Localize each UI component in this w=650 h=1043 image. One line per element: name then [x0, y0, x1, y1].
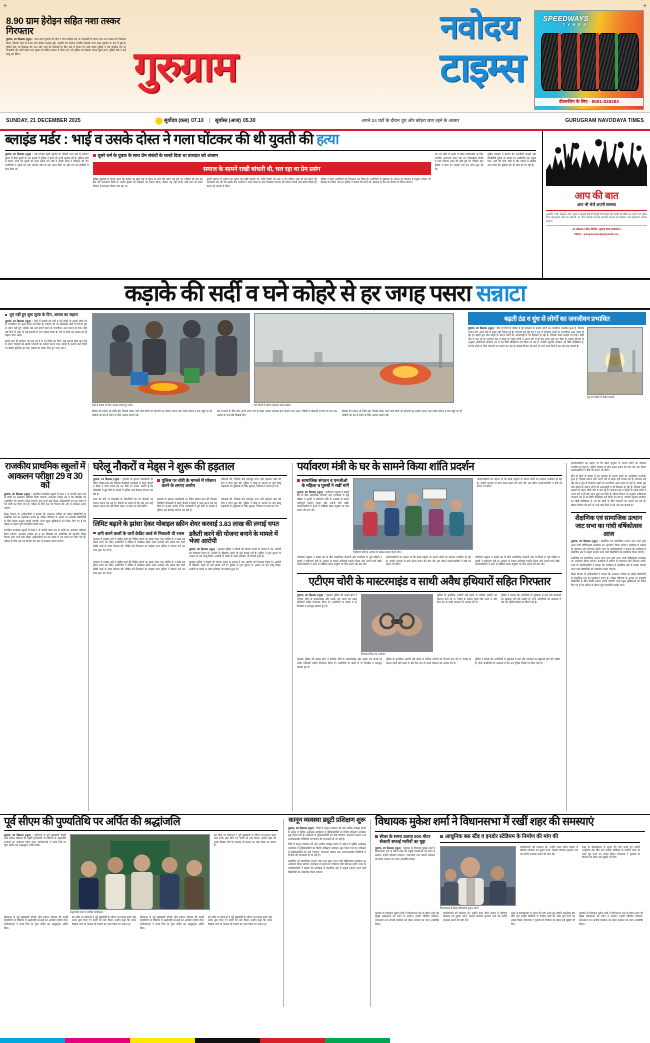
photo-people-at-fire — [92, 313, 250, 403]
sunset-time: 05.30 — [242, 118, 256, 124]
protest-and-atm-stories — [297, 462, 562, 669]
foggy-road-illustration — [255, 314, 453, 402]
column-divider — [370, 819, 371, 1007]
logo-gurugram: गुरुग्राम — [134, 43, 237, 90]
sun-icon — [156, 118, 162, 124]
school-story-body-2: शिक्षा विभाग के अधिकारियों ने बताया कि आकलन परीक्षा का उद्देश्य विद्यार्थियों के शैक्षणिक स्तर का मूल्यांकन करना है। परीक्षा परिणाम के आधार पर कमजोर विद्यार्थियों के लिए विशेष कक्षाएं लगाई जाएंगी। सभी स्कूल मुखियाओं को निर्देश दिए गए हैं कि परीक्षा के दौरान पूरी पारदर्शिता बरती जाए। — [4, 512, 86, 527]
mla-col-3: शहर के इंफ्रास्ट्रक्चर में सुधार की मांग करते हुए उन्होंने आधुनिक बस स्टैंड तथा इनडोर स्टेडियम के निर्माण कार्य को जल्द पूरा करने का आग्रह किया। विधायक ने गुरुग्राम के विकास को लेकर कई सुझाव भी दिए। — [582, 845, 640, 860]
weather-right-banner: बढ़ती ठंड व धुंध से लोगों का जनजीवन प्रभावित — [468, 312, 646, 325]
fraud-extra-col-1: गुरुग्राम में साइबर ठगों ने क्रेडिट कार्ड की लिमिट बढ़ाने का झांसा देकर एक व्यक्ति से 3 लाख 83 हजार रुपये ठग लिए। आरोपियों ने पीड़ित से मोबाइल स्क्रीन शेयर करवाई और उसके बाद चारों क्रेडिट कार्ड से रकम निकाल ली। पीड़ित की शिकायत पर साइबर थाना पुलिस ने मामला दर्ज कर जांच शुरू कर दी है। — [93, 560, 185, 575]
weather-left-body-2: इसके साथ ही तापमान का पारा भी 9 से 10 डिग्री तक गिरा। जब दृश्यता बेहद कम होने से वाहन चालकों को खासी परेशानी का सामना करना पड़ा। कोहरे के कारण कई जगहों पर देखना मुश्किल हो गया। सड़कों पर वाहन रेंगते हुए नजर आए। — [5, 339, 87, 351]
lead-story-section — [0, 129, 650, 279]
bullet-square-icon — [157, 479, 160, 482]
color-bar-magenta — [65, 1038, 130, 1043]
tribute-col-6: इस मौके पर वक्ताओं ने पूर्व मुख्यमंत्री के जीवन पर प्रकाश डाला और उनके द्वारा किए गए कार्यों को याद किया। उन्होंने कहा कि उनके दिखाए मार्ग पर चलकर ही समाज का भला किया जा सकता है। — [208, 915, 273, 926]
masthead-story-headline: 8.90 ग्राम हेरोइन सहित नशा तस्कर गिरफ्तार — [6, 15, 120, 37]
jat-sabha-headline: शैक्षणिक एवं सामाजिक उत्थान जाट सभा का गांधी वर्षिकोत्सव आज — [575, 515, 642, 538]
weather-photo-caption-left: सर्दी से बचाव के लिए अलाव तापते हुए लोग। — [92, 404, 134, 407]
fog-vehicle-illustration — [588, 328, 642, 394]
fraud-story-body: गुरुग्राम में साइबर ठगों ने क्रेडिट कार्ड की लिमिट बढ़ाने का झांसा देकर एक व्यक्ति से 3 लाख 83 हजार रुपये ठग लिए। आरोपियों ने पीड़ित से मोबाइल स्क्रीन शेयर करवाई और उसके बाद चारों क्रेडिट कार्ड से रकम निकाल ली। पीड़ित की शिकायत पर साइबर थाना पुलिस ने मामला दर्ज कर जांच शुरू कर दी है। — [93, 537, 185, 552]
jat-sabha-story — [571, 512, 646, 587]
crowd-silhouette-image — [546, 133, 647, 186]
tyre-ad-phone: डीलरशिप के लिए - 8581-838383 — [535, 98, 643, 106]
dateline-bar — [0, 112, 650, 129]
bullet-square-icon — [5, 314, 7, 316]
lead-col-6: पुलिस प्रवक्ता ने बताया कि तकनीकी साक्ष्यों और सीसीटीवी फुटेज के आधार पर आरोपियों तक पहुंचा गया। आगे की जांच जारी है और मामले में शामिल अन्य लोगों की भूमिका की भी जांच की जा रही है। — [487, 153, 536, 168]
handcuffs-illustration — [362, 595, 432, 651]
protest-col-1: गुड़गांव, 20 दिसम्बर (न्यूज) : पर्यावरण प्रदूषण व बढ़ती ठंड के बीच सामाजिक संगठनों और एनजीओ से जुड़े महिला व पुरुषों ने पर्यावरण मंत्री के आवास के सामने शांतिपूर्ण प्रदर्शन किया और अपनी मांगें रखीं। प्रदर्शनकारियों ने हाथों में तख्तियां लेकर प्रदूषण पर रोक लगाने की मांग की। — [297, 490, 349, 512]
tribute-col-2: इस मौके पर वक्ताओं ने पूर्व मुख्यमंत्री के जीवन पर प्रकाश डाला और उनके द्वारा किए गए कार्यों को याद किया। उन्होंने कहा कि उनके दिखाए मार्ग पर चलकर ही समाज का भला किया जा सकता है। — [214, 833, 276, 848]
training-story-body-2: जिले में कानून व्यवस्था को और अधिक मजबूत बनाने के उद्देश्य से पुलिस अधीक्षक कार्यालय में पुलिसकर्मियों का विशेष प्रशिक्षण कार्यक्रम शुरू किया गया है। प्रशिक्षण में पुलिसकर्मियों को भीड़ नियंत्रण, यातायात प्रबंधन तथा आपातकालीन स्थितियों से निपटने की जानकारी दी जा रही है। — [288, 843, 366, 858]
weather-photo-caption-right: घने कोहरे में लाइट जलाकर चलते वाहन। — [254, 404, 292, 407]
strike-story — [93, 462, 287, 575]
bottom-section — [0, 815, 650, 1011]
mega-headline-banner — [0, 279, 650, 310]
color-bar-black — [195, 1038, 260, 1043]
training-story-body: गुड़गांव, 20 दिसम्बर (न्यूज) : जिले में कानून व्यवस्था को और अधिक मजबूत बनाने के उद्देश्य से पुलिस अधीक्षक कार्यालय में पुलिसकर्मियों का विशेष प्रशिक्षण कार्यक्रम शुरू किया गया है। प्रशिक्षण में पुलिसकर्मियों को भीड़ नियंत्रण, यातायात प्रबंधन तथा आपातकालीन स्थितियों से निपटने की जानकारी दी जा रही है। — [288, 826, 366, 841]
publication-date: SUNDAY, 21 DECEMBER 2025 — [6, 118, 81, 124]
protest-col-3: पर्यावरण प्रदूषण व बढ़ती ठंड के बीच सामाजिक संगठनों और एनजीओ से जुड़े महिला व पुरुषों ने पर्यावरण मंत्री के आवास के सामने शांतिपूर्ण प्रदर्शन किया और अपनी मांगें रखीं। प्रदर्शनकारियों ने हाथों में तख्तियां लेकर प्रदूषण पर रोक लगाने की मांग की। — [297, 556, 382, 567]
protest-col-5: पर्यावरण प्रदूषण व बढ़ती ठंड के बीच सामाजिक संगठनों और एनजीओ से जुड़े महिला व पुरुषों ने पर्यावरण मंत्री के आवास के सामने शांतिपूर्ण प्रदर्शन किया और अपनी मांगें रखीं। प्रदर्शनकारियों ने हाथों में तख्तियां लेकर प्रदूषण पर रोक लगाने की मांग की। — [475, 556, 560, 567]
mla-photo-caption: विधानसभा में बोलते विधायक मुकेश शर्मा। — [440, 906, 479, 910]
sunrise-time: 07.10 — [191, 118, 204, 124]
weather-mid-col-2: ठंड से बचने के लिए लोग अपने-अपने घरों के बाहर अलाव जलाकर हाथ सेंकते नजर आए। गलियों व मोहल्लों में लोग देर रात तक अलाव के पास बैठे दिखाई दिए। — [217, 410, 337, 417]
publication-english-name: GURUGRAM NAVODAYA TIMES — [565, 118, 644, 124]
weather-left-column — [5, 313, 87, 351]
mla-col-5: कार्यप्रणाली की व्यवस्था हो। उन्होंने 900 मीटर सेक्टर में सीवरेज व्यवस्था को दुरुस्त करने, सफाई व्यवस्था सुधारने तथा नई मशीनें उपलब्ध कराने की मांग की। — [443, 911, 507, 922]
aap-ki-baat-contact: 20 अंबेडकर मार्किट बिल्डिंग, गुड़गांव 986-0086844 — [546, 225, 647, 231]
strike-col-2: सर्वकार्ड की, जिसके बाद बावजूद थाना और हड़ताल कांड की टीम ने जांच शुरू की। पुलिस ने संदेह के आधार पर कई घरेलू सहायकों को पूछताछ के लिए बुलाया, जिससे वे नाराज हो गए। — [221, 478, 281, 489]
protest-col-4: प्रदर्शनकारियों का कहना था कि बढ़ते प्रदूषण के कारण लोगों का स्वास्थ्य प्रभावित हो रहा है। उन्होंने सरकार से ठोस कदम उठाने की मांग की। इस दौरान प्रदर्शनकारियों ने मंत्री को ज्ञापन भी सौंपा। — [386, 556, 471, 567]
photo-mla-speaking — [440, 846, 516, 906]
atm-photo-caption: गिरफ्तार किए गए आरोपी। — [361, 653, 386, 657]
fraud-story-bullet: ठगी करने वालों के चारों क्रेडिट कार्ड से निकाली थी रकम — [93, 531, 185, 536]
weather-left-bullet: धूप नहीं हुए शुरू लुत्फ के दिन, अलाव का सहारा — [5, 313, 87, 318]
mla-col-1: गुड़गांव, 20 दिसम्बर (न्यूज) : गुरुग्राम के विधायक मुकेश शर्मा ने विधानसभा सत्र के दौरान शहर की प्रमुख समस्याओं को सदन में उठाया। उन्होंने सीवरेज व्यवस्था, जलभराव तथा सफाई व्यवस्था को लेकर सरकार का ध्यान आकर्षित किया। — [375, 846, 435, 861]
masthead — [0, 0, 650, 112]
fraud-extra-col-2: गुरुग्राम पुलिस ने डकैती की योजना बनाने के मामले में एक आरोपी को गिरफ्तार किया है। आरोपी के खिलाफ पहले भी कई मामले दर्ज हैं। पुलिस ने गुप्त सूचना के आधार पर उसे काबू किया। आरोपी के कब्जे से अवैध हथियार भी बरामद हुआ है। — [189, 560, 281, 571]
protest-story-bullet: सामाजिक संगठन व एनजीओ के महिला व पुरुषों ने रखीं मांगें — [297, 478, 349, 489]
aap-ki-baat-body: कालोनी, गली, मोहल्ले, वार्ड, सड़क व आपके क्षेत्र की किसी भी समस्या की तस्वीर को खींच कर अपने नाम सहित निम्न व्हाट्सअप नम्बर या आई.डी. पर भेजें। समस्या के लिए आपकी आवाज को प्रशासन तक पहुंचाएगा नवोदय टाइम्स। — [546, 212, 647, 223]
masthead-story-text: थाना सदर गुड़गांव की टीम ने गांव सरहौल रोड पर नाकाबंदी के दौरान एक नशा तस्कर को गिरफ्तार किया, जिसके पास से 8.90 ग्राम हेरोइन बरामद हुई। आरोपी की पहचान सतबीर निवासी थाना सदर गुड़गांव के रूप में हुई है। पुलिस टीम 19 दिसम्बर को गश्त और नाके की कार्रवाई के लिए क्षेत्र में तैनात थी। उसी समय पुलिस ने गांव सरहौल रोड पर नाकाबंदी की। इसी दौरान एक युवक को संदिग्ध हालत में देखा गया, जो पुलिस को देखकर वापस मुड़ने लगा। पुलिस टीम ने उसे काबू कर लिया। — [6, 38, 126, 56]
atm-col-3: पुलिस ने बताया कि आरोपियों से पूछताछ में कई और वारदातों का खुलासा होने की उम्मीद है। दोनों आरोपियों को अदालत में पेश कर पुलिस रिमांड पर लिया गया है। — [501, 594, 561, 605]
school-exam-story — [4, 462, 86, 544]
bullet-square-icon — [93, 532, 96, 535]
lead-col-4: पुलिस ने दोनों आरोपियों को गिरफ्तार कर लिया है। आरोपियों से पूछताछ के आधार पर वारदात में प्रयुक्त सामान भी बरामद कर लिया गया है। पुलिस ने बताया कि दोनों को अदालत में पेश कर रिमांड पर लिया जाएगा। — [320, 177, 431, 185]
lead-col-2: पुलिस पूछताछ में सामने आया कि मृतका का दूसरे धर्म के युवक के साथ प्रेम प्रसंग चल रहा था। परिवार को जब इस बात की जानकारी मिली तो उन्होंने युवती को समझाने का प्रयास किया, लेकिन वह नहीं मानी। इसी बात को लेकर परिवार में लगातार विवाद चल रहा था। — [92, 177, 203, 188]
photo-foggy-road — [254, 313, 454, 403]
school-story-body-3: राजकीय प्राथमिक स्कूलों में कक्षा 1 से पांचवीं कक्षा तक के छात्रों का आकलन परीक्षाएं लिया जाएगा। आकलन परीक्षा 29 व 30 दिसम्बर को आयोजित की जाएगी। शिक्षा विभाग द्वारा सभी खंड शिक्षा अधिकारियों को इस संबंध में पत्र जारी कर दिया गया है। परीक्षा के लिए प्रश्न पत्र विभाग की ओर से उपलब्ध कराए जाएंगे। — [4, 529, 86, 543]
mla-col-6: शहर के इंफ्रास्ट्रक्चर में सुधार की मांग करते हुए उन्होंने आधुनिक बस स्टैंड तथा इनडोर स्टेडियम के निर्माण कार्य को जल्द पूरा करने का आग्रह किया। विधायक ने गुरुग्राम के विकास को लेकर कई सुझाव भी दिए। — [511, 911, 575, 926]
mla-headline-accent: समस्याएं — [562, 816, 594, 828]
jat-sabha-body: गुड़गांव, 20 दिसम्बर (न्यूज) : शैक्षणिक एवं सामाजिक उत्थान जाट सभा द्वारा आज गांधी वर्षिकोत्सव कार्यक्रम का आयोजन किया जाएगा। कार्यक्रम में समाज के गणमान्य लोग शिरकत करेंगे। सभा के पदाधिकारियों ने बताया कि कार्यक्रम में शैक्षणिक क्षेत्र में उत्कृष्ट प्रदर्शन करने वाले विद्यार्थियों को सम्मानित किया जाएगा। — [571, 540, 646, 555]
photo-tribute-meeting — [70, 834, 210, 910]
school-story-headline: राजकीय प्राथमिक स्कूलों में आकलन परीक्षा 29 व 30 को — [5, 461, 85, 491]
sunrise-info — [156, 118, 204, 124]
masthead-logo — [128, 8, 526, 108]
jat-sabha-body-3: शिक्षा विभाग के अधिकारियों ने बताया कि आकलन परीक्षा का उद्देश्य विद्यार्थियों के शैक्षणिक स्तर का मूल्यांकन करना है। परीक्षा परिणाम के आधार पर कमजोर विद्यार्थियों के लिए विशेष कक्षाएं लगाई जाएंगी। सभी स्कूल मुखियाओं को निर्देश दिए गए हैं कि परीक्षा के दौरान पूरी पारदर्शिता बरती जाए। — [571, 573, 646, 588]
atm-theft-story — [297, 573, 562, 669]
weather-mid-col-3: ट्रैफिक की रफ्तार भी धीमी रही, जिससे दफ्तर जाने वाले लोगों को परेशानी का सामना करना पड़ा। रेलवे स्टेशन व बस अड्डों पर भी यात्रियों को ठंड से बचने के लिए अलाव जलाने पड़े। — [342, 410, 462, 417]
crop-mark-topright: + — [642, 3, 647, 10]
lead-headline-accent: हत्या — [316, 132, 339, 148]
protest-col-2: प्रदर्शनकारियों का कहना था कि बढ़ते प्रदूषण के कारण लोगों का स्वास्थ्य प्रभावित हो रहा है। उन्होंने सरकार से ठोस कदम उठाने की मांग की। इस दौरान प्रदर्शनकारियों ने मंत्री को ज्ञापन भी सौंपा। — [477, 478, 562, 489]
weather-photos — [92, 313, 462, 417]
bullet-square-icon — [297, 479, 300, 482]
column-divider — [566, 463, 567, 811]
mla-speaking-illustration — [441, 847, 515, 905]
aap-ki-baat-box[interactable] — [542, 131, 650, 278]
bullet-square-icon — [93, 154, 96, 157]
bullet-square-icon — [375, 835, 378, 838]
color-bar-green — [325, 1038, 390, 1043]
protest-group-illustration — [354, 479, 472, 549]
people-fire-illustration — [93, 314, 249, 402]
weather-coverage-section — [0, 310, 650, 459]
atm-col-6: पुलिस ने बताया कि आरोपियों से पूछताछ में कई और वारदातों का खुलासा होने की उम्मीद है। दोनों आरोपियों को अदालत में पेश कर पुलिस रिमांड पर लिया गया है। — [475, 658, 560, 665]
lead-story — [0, 131, 540, 278]
weather-fog-caption: धुंध एवं कोहरे में वाहन चालक — [587, 396, 615, 399]
mla-col-7: गुरुग्राम के विधायक मुकेश शर्मा ने विधानसभा सत्र के दौरान शहर की प्रमुख समस्याओं को सदन में उठाया। उन्होंने सीवरेज व्यवस्था, जलभराव तथा सफाई व्यवस्था को लेकर सरकार का ध्यान आकर्षित किया। — [579, 911, 643, 926]
strike-col-1: गुड़गांव, 20 दिसम्बर (न्यूज) : गुरुग्राम के द्वारका एक्सप्रेसवे पर स्थित सेक्टर-109 की चिंटल्स पैराडिसो सोसाइटी में घरेलू नौकरों व मेड्स ने काम करना बंद कर दिया है। उनका आरोप है कि सोसाइटी में हुई चोरी के मामले में पुलिस उन्हें बेवजह परेशान कर रही है। — [93, 478, 153, 496]
lead-headline-plain: ब्लाइंड मर्डर : भाई व उसके दोस्त ने गला घोंटकर की थी युवती की — [5, 132, 317, 148]
mla-assembly-story — [375, 817, 645, 926]
lead-story-bullet: दूसरे धर्म के युवक के साथ प्रेम संबंधों के चलते दिया था वारदात को अंजाम — [93, 153, 431, 159]
tribute-col-3: हरियाणा के पूर्व मुख्यमंत्री चौधरी ओम प्रकाश चौटाला की पहली पुण्यतिथि पर जिलेभर में श्रद्धांजलि सभाओं का आयोजन किया गया। कार्यकर्ताओं ने उनके चित्र पर पुष्प अर्पित कर श्रद्धासुमन अर्पित किए। — [4, 915, 68, 930]
column-divider — [283, 819, 284, 1007]
advertisement-speedways-tyres[interactable] — [534, 10, 644, 110]
aap-ki-baat-subtitle: आप भी भेजें अपनी समस्या — [546, 202, 647, 211]
color-bar-cyan — [0, 1038, 65, 1043]
mla-story-headline — [375, 817, 645, 832]
tyre-ad-brand: SPEEDWAYS TYRES — [543, 16, 589, 27]
column-divider — [292, 463, 293, 811]
logo-times: टाइम्स — [439, 46, 524, 90]
training-story-headline: कानून व्यवस्था ड्यूटी प्रशिक्षण शुरू — [288, 817, 366, 824]
aap-ki-baat-title: आप की बात — [574, 191, 619, 202]
mla-bullet-right: आधुनिक बस स्टैंड व इनडोर स्टेडियम के निर्माण की मांग की — [440, 834, 640, 843]
strike-col-5: सर्वकार्ड की, जिसके बाद बावजूद थाना और हड़ताल कांड की टीम ने जांच शुरू की। पुलिस ने संदेह के आधार पर कई घरेलू सहायकों को पूछताछ के लिए बुलाया, जिससे वे नाराज हो गए। — [221, 498, 281, 509]
dacoity-story-headline: डकैती करने की योजना बनाने के मामले में भेजा आरोपी — [189, 530, 278, 546]
atm-col-2: पुलिस के मुताबिक आरोपी लंबे समय से एटीएम मशीनों को निशाना बना रहे थे। गिरोह के सदस्य पहले रेकी करते थे और फिर रात के समय वारदात को अंजाम देते थे। — [437, 594, 497, 605]
mega-headline-plain: कड़ाके की सर्दी व घने कोहरे से हर जगह पसरा — [124, 280, 477, 306]
school-story-body: गुड़गांव, 20 दिसम्बर (न्यूज) : राजकीय प्राथमिक स्कूलों में कक्षा 1 से पांचवीं कक्षा तक के छात्रों का आकलन परीक्षाएं लिया जाएगा। आकलन परीक्षा 29 व 30 दिसम्बर को आयोजित की जाएगी। शिक्षा विभाग द्वारा सभी खंड शिक्षा अधिकारियों को इस संबंध में पत्र जारी कर दिया गया है। परीक्षा के लिए प्रश्न पत्र विभाग की ओर से उपलब्ध कराए जाएंगे। — [4, 492, 86, 511]
column-divider — [88, 463, 89, 811]
tribute-story-headline: पूर्व सीएम की पुण्यतिथि पर अर्पित की श्रद्धांजलि — [4, 817, 278, 831]
tribute-meeting-illustration — [71, 835, 209, 909]
mega-headline — [5, 282, 645, 305]
strike-story-bullet: पुलिस पर चोरी के मामले में परेशान करने के लगाए आरोप — [157, 478, 217, 489]
protest-photo-caption: पर्यावरण मंत्री के आवास के समक्ष प्रदर्शन करते लोग। — [353, 551, 402, 555]
strike-col-3: काम बंद होने से सोसाइटी के निवासियों को भी परेशानी का सामना करना पड़ रहा है। नौकरों का कहना है कि जब तक उन्हें परेशान करना बंद नहीं किया जाता, वे काम पर नहीं लौटेंगे। — [93, 498, 153, 509]
dacoity-story-body: गुड़गांव, 20 दिसम्बर (न्यूज) : गुरुग्राम पुलिस ने डकैती की योजना बनाने के मामले में एक आरोपी को गिरफ्तार किया है। आरोपी के खिलाफ पहले भी कई मामले दर्ज हैं। पुलिस ने गुप्त सूचना के आधार पर उसे काबू किया। आरोपी के कब्जे से अवैध हथियार भी बरामद हुआ है। — [189, 547, 281, 559]
lead-col-3: युवती समाज के सामने उस युवक को राखी बांधती थी, ताकि किसी को शक न हो। लेकिन भाई को इस रिश्ते की जानकारी लग गई थी। इसके बाद आरोपी ने अपने दोस्त के साथ मिलकर वारदात की योजना बनाई और मौका मिलते ही घटना को अंजाम दे दिया। — [206, 177, 317, 188]
tribute-photo-caption: श्रद्धांजलि सभा में शामिल कार्यकर्ता। — [70, 910, 104, 914]
mla-col-2: कार्यप्रणाली की व्यवस्था हो। उन्होंने 900 मीटर सेक्टर में सीवरेज व्यवस्था को दुरुस्त करने, सफाई व्यवस्था सुधारने तथा नई मशीनें उपलब्ध कराने की मांग की। — [520, 845, 578, 856]
logo-navodaya: नवोदय — [440, 8, 518, 45]
bullet-square-icon — [440, 835, 443, 838]
weather-right-body: गुड़गांव, 20 दिसम्बर (न्यूज) : बीते दो दिनों से मौसम में हुए बदलाव के कारण लोगों का जनजीवन प्रभावित हुआ है, जिसके कारण लोग अपने घरों से बाहर नहीं निकल रहे हैं। लगातार बढ़ रही ठंड व धुंध से निकलने वालों का जनजीवन अस्त व्यस्त हो रहा है। बढ़ती धुंध और कोहरे के कारण लोगों को आवाजाही में भी दिक्कत हो रही है। जिसके चलते सड़कों पर वाहन धीमी गति से चल रहे हैं। लगातार ठंड व कोहरे के चलते लोगों ने अपने घरों में ही कैद रहना शुरू कर दिया है। मौसम विभाग के अनुसार अधिकतम तापमान 25 से 30 डिग्री सेल्सियस दर्ज किया जा रहा है, जबकि न्यूनतम तापमान 10 डिग्री सेल्सियस है, जो कि लोगों के लिए परेशानी का कारण बन रहा है। मौसम विभाग की मानें तो आने वाले दिनों में ठंड और बढ़ सकती है। — [468, 327, 584, 349]
crop-mark-topleft: + — [3, 3, 8, 10]
masthead-story-dateline: गुड़गांव, 20 दिसम्बर (न्यूज) : — [6, 38, 34, 42]
training-story-body-3: शैक्षणिक एवं सामाजिक उत्थान जाट सभा द्वारा आज गांधी वर्षिकोत्सव कार्यक्रम का आयोजन किया जाएगा। कार्यक्रम में समाज के गणमान्य लोग शिरकत करेंगे। सभा के पदाधिकारियों ने बताया कि कार्यक्रम में शैक्षणिक क्षेत्र में उत्कृष्ट प्रदर्शन करने वाले विद्यार्थियों को सम्मानित किया जाएगा। — [288, 859, 366, 874]
tyre-ad-image — [539, 33, 639, 91]
protest-story-headline: पर्यावरण मंत्री के घर के सामने किया शांति प्रदर्शन — [297, 462, 562, 476]
photo-protest-group — [353, 478, 473, 550]
lead-story-headline — [5, 133, 536, 151]
atm-col-1: गुड़गांव, 20 दिसम्बर (न्यूज) : गुरुग्राम पुलिस की क्राइम ब्रांच ने एटीएम चोरी के मास्टरमाइंड और उसके एक साथी को अवैध हथियारों सहित गिरफ्तार किया है। आरोपियों के कब्जे से दो पिस्तौल व कारतूस बरामद हुए हैं। — [297, 594, 357, 609]
aap-ki-baat-email: EMAIL : gurugramnavodaya@gmail.com — [574, 234, 619, 236]
masthead-story-body — [6, 38, 126, 56]
jat-sabha-body-2: शैक्षणिक एवं सामाजिक उत्थान जाट सभा द्वारा आज गांधी वर्षिकोत्सव कार्यक्रम का आयोजन किया जाएगा। कार्यक्रम में समाज के गणमान्य लोग शिरकत करेंगे। सभा के पदाधिकारियों ने बताया कि कार्यक्रम में शैक्षणिक क्षेत्र में उत्कृष्ट प्रदर्शन करने वाले विद्यार्थियों को सम्मानित किया जाएगा। — [571, 556, 646, 571]
weather-right-story — [468, 312, 646, 399]
strike-col-4: गुरुग्राम के द्वारका एक्सप्रेसवे पर स्थित सेक्टर-109 की चिंटल्स पैराडिसो सोसाइटी में घरेलू नौकरों व मेड्स ने काम करना बंद कर दिया है। उनका आरोप है कि सोसाइटी में हुई चोरी के मामले में पुलिस उन्हें बेवजह परेशान कर रही है। — [157, 498, 217, 513]
sunset-label: सूर्यास्त (आज) — [215, 118, 241, 124]
credit-card-fraud-story — [93, 518, 287, 576]
mla-bullet-left: सीवर के समय उठाया 900 मीटर सेक्टरी सफाई मशीनों का मुद्दा — [375, 834, 435, 845]
color-bar-red — [260, 1038, 325, 1043]
color-bar-yellow — [130, 1038, 195, 1043]
tyre-ad-brand-sub: TYRES — [562, 23, 589, 27]
police-training-story — [288, 817, 366, 874]
color-registration-bar — [0, 1038, 650, 1043]
sunset-info — [215, 118, 255, 124]
weather-left-body: गुड़गांव, 20 दिसम्बर (न्यूज) : शहर में कड़ाके की सर्दी व घने कोहरे के कारण लोगों को दो जनजीवन का अस्त व्यस्त कर दिया है। रविवार को भी अधिकतर क्षेत्रों में दिनभर धूप के दर्शन नहीं हुए, जबकि तेज सर्द हवाएं चलने से जनजीवन अस्त व्यस्त हो गया। बीते कई दिनों से शहर के कई इलाकों में घना कोहरा छाया है। ऐसे में लोगों को अलाव का ही सहारा नजर आया। — [5, 319, 87, 338]
atm-story-headline: एटीएम चोरी के मास्टरमाइंड व साथी अवैध हथियारों सहित गिरफ्तार — [297, 577, 562, 592]
fraud-story-headline: लिमिट बढ़ाने के झांसा देकर मोबाइल स्क्रीन शेयर करवाई 3.83 लाख की लगाई चपत — [93, 520, 279, 528]
masthead-side-story — [6, 16, 126, 56]
crowd-icon — [546, 133, 647, 185]
right-rail-text-1: प्रदर्शनकारियों का कहना था कि बढ़ते प्रदूषण के कारण लोगों का स्वास्थ्य प्रभावित हो रहा है। उन्होंने सरकार से ठोस कदम उठाने की मांग की। इस दौरान प्रदर्शनकारियों ने मंत्री को ज्ञापन भी सौंपा। — [571, 462, 646, 473]
tribute-story — [4, 817, 278, 930]
tribute-col-1: गुड़गांव, 20 दिसम्बर (न्यूज) : हरियाणा के पूर्व मुख्यमंत्री चौधरी ओम प्रकाश चौटाला की पहली पुण्यतिथि पर जिलेभर में श्रद्धांजलि सभाओं का आयोजन किया गया। कार्यकर्ताओं ने उनके चित्र पर पुष्प अर्पित कर श्रद्धासुमन अर्पित किए। — [4, 833, 66, 848]
weather-forecast-note: अगले 24 घंटों के दौरान धुंध और कोहरा छाए रहने के आसार — [361, 118, 460, 123]
lead-col-1: गुड़गांव, 20 दिसम्बर (न्यूज) : एक सप्ताह पहले गुड़गांव के भोंडसी थाना क्षेत्र में अर्धनग्न हालत में मिले युवती के शव मामले में पुलिस ने हत्या की गुत्थी सुलझा ली है। पुलिस जांच में सामने आया कि युवती की हत्या उसके सगे भाई व उसके दोस्त ने मिलकर की थी। आरोपियों ने युवती का गला घोंटकर मौत के घाट उतार दिया था और शव को झाड़ियों में फेंक दिया था। — [5, 153, 89, 171]
mla-headline-plain: विधायक मुकेश शर्मा ने विधानसभा में रखीं शहर की — [375, 816, 563, 828]
sunrise-label: सूर्योदय (कल) — [164, 118, 190, 124]
mega-headline-accent: सन्नाटा — [476, 280, 526, 306]
lead-col-5: शव को मौके से कब्जे में लेकर पोस्टमार्टम के लिए नागरिक अस्पताल भेजा गया था। पोस्टमार्टम रिपोर्ट में गला घोंटकर हत्या की पुष्टि हुई थी, जिसके बाद पुलिस ने हत्या का मामला दर्ज कर जांच शुरू की थी। — [434, 153, 484, 171]
right-rail-text-2: बीते दो दिनों से मौसम में हुए बदलाव के कारण लोगों का जनजीवन प्रभावित हुआ है, जिसके कारण लोग अपने घरों से बाहर नहीं निकल रहे हैं। लगातार बढ़ रही ठंड व धुंध से निकलने वालों का जनजीवन अस्त व्यस्त हो रहा है। बढ़ती धुंध और कोहरे के कारण लोगों को आवाजाही में भी दिक्कत हो रही है। जिसके चलते सड़कों पर वाहन धीमी गति से चल रहे हैं। लगातार ठंड व कोहरे के चलते लोगों ने अपने घरों में ही कैद रहना शुरू कर दिया है। मौसम विभाग के अनुसार अधिकतम तापमान 25 से 30 डिग्री सेल्सियस दर्ज किया जा रहा है, जबकि न्यूनतम तापमान 10 डिग्री सेल्सियस है, जो कि लोगों के लिए परेशानी का कारण बन रहा है। मौसम विभाग की मानें तो आने वाले दिनों में ठंड और बढ़ सकती है। — [571, 474, 646, 507]
atm-col-4: गुरुग्राम पुलिस की क्राइम ब्रांच ने एटीएम चोरी के मास्टरमाइंड और उसके एक साथी को अवैध हथियारों सहित गिरफ्तार किया है। आरोपियों के कब्जे से दो पिस्तौल व कारतूस बरामद हुए हैं। — [297, 658, 382, 669]
photo-handcuffed-hands — [361, 594, 433, 652]
middle-section — [0, 459, 650, 815]
color-bar-spacer — [390, 1038, 650, 1043]
lead-story-redbar: समाज के सामने राखी बांधती थी, चल रहा था प्रेम प्रसंग — [93, 162, 431, 175]
right-rail-column — [571, 462, 646, 588]
mla-col-4: गुरुग्राम के विधायक मुकेश शर्मा ने विधानसभा सत्र के दौरान शहर की प्रमुख समस्याओं को सदन में उठाया। उन्होंने सीवरेज व्यवस्था, जलभराव तथा सफाई व्यवस्था को लेकर सरकार का ध्यान आकर्षित किया। — [375, 911, 439, 926]
tribute-col-5: हरियाणा के पूर्व मुख्यमंत्री चौधरी ओम प्रकाश चौटाला की पहली पुण्यतिथि पर जिलेभर में श्रद्धांजलि सभाओं का आयोजन किया गया। कार्यकर्ताओं ने उनके चित्र पर पुष्प अर्पित कर श्रद्धासुमन अर्पित किए। — [140, 915, 204, 930]
tribute-col-4: इस मौके पर वक्ताओं ने पूर्व मुख्यमंत्री के जीवन पर प्रकाश डाला और उनके द्वारा किए गए कार्यों को याद किया। उन्होंने कहा कि उनके दिखाए मार्ग पर चलकर ही समाज का भला किया जा सकता है। — [72, 915, 137, 926]
dateline-divider: | — [208, 118, 211, 124]
strike-story-headline: घरेलू नौकरों व मेड्स ने शुरू की हड़ताल — [93, 462, 287, 476]
weather-mid-col-1: ट्रैफिक की रफ्तार भी धीमी रही, जिससे दफ्तर जाने वाले लोगों को परेशानी का सामना करना पड़ा। रेलवे स्टेशन व बस अड्डों पर भी यात्रियों को ठंड से बचने के लिए अलाव जलाने पड़े। — [92, 410, 212, 417]
atm-col-5: पुलिस के मुताबिक आरोपी लंबे समय से एटीएम मशीनों को निशाना बना रहे थे। गिरोह के सदस्य पहले रेकी करते थे और फिर रात के समय वारदात को अंजाम देते थे। — [386, 658, 471, 665]
photo-fog-vehicle — [587, 327, 643, 395]
lead-story-dateline: गुड़गांव, 20 दिसम्बर (न्यूज) : — [5, 153, 34, 157]
